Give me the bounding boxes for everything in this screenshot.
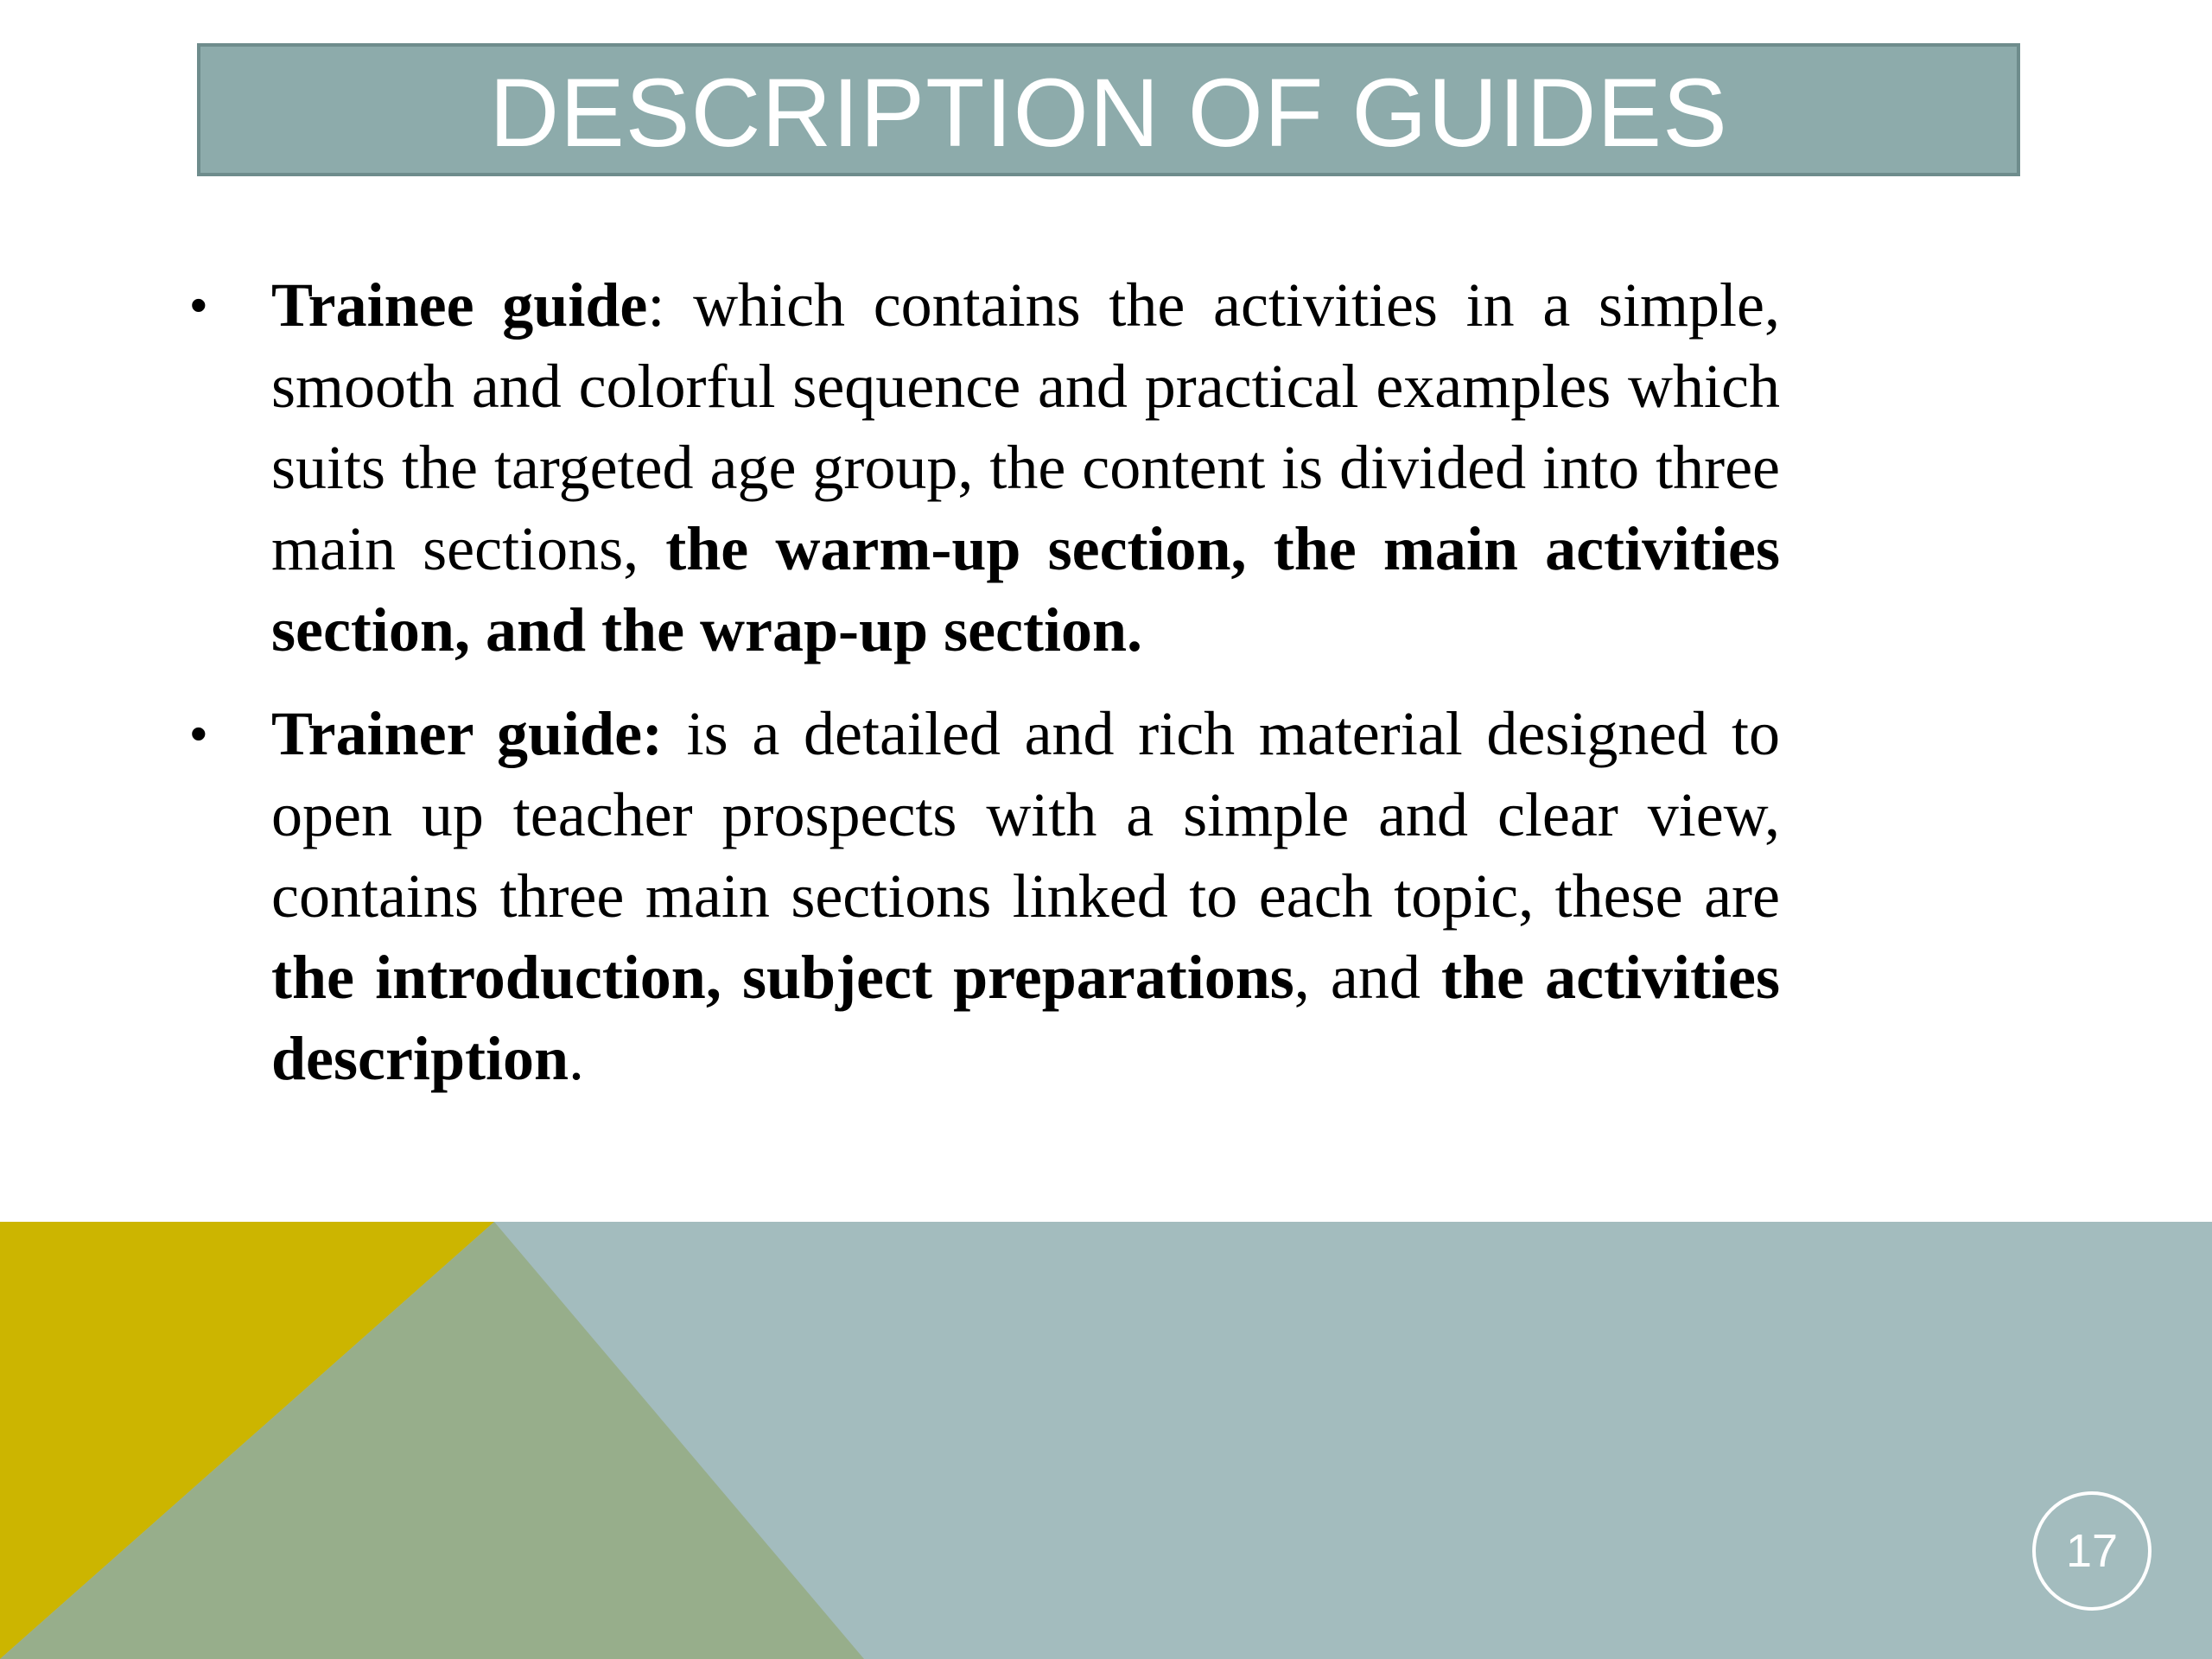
page-number-badge [2032,1491,2152,1611]
slide-content [181,264,1780,1122]
trainer-guide-sections-1: the introduction, subject preparations [271,943,1294,1012]
bullet-icon: • [190,706,207,760]
trainee-guide-sections: the warm-up section, the main activities section, and the wrap-up section. [271,514,1780,664]
trainer-guide-conjunction: , and [1294,943,1441,1012]
bullet-trainee-guide [181,264,1780,671]
page-number: 17 [2065,1525,2119,1577]
trainer-guide-description: is a detailed and rich material designed to open up teacher prospects with a simple and clear view, contains three main sections linked to each topic, these are [271,699,1780,931]
term-trainee-guide: Trainee guide [271,270,648,340]
bullet-trainer-guide [181,693,1780,1099]
bullet-icon: • [190,277,207,332]
title-banner [197,43,2020,176]
trainer-guide-sections-2: the activities description [271,943,1780,1093]
decorative-footer [0,1222,2212,1659]
footer-shapes [0,1222,2212,1659]
trainee-guide-description: : which contains the activities in a simple, smooth and colorful sequence and practical examples which suits the targeted age group, the content is divided into three main sections, [271,270,1780,583]
trainer-guide-period: . [569,1024,585,1093]
term-trainer-guide: Trainer guide: [271,699,663,768]
slide-title: DESCRIPTION OF GUIDES [489,59,1728,167]
